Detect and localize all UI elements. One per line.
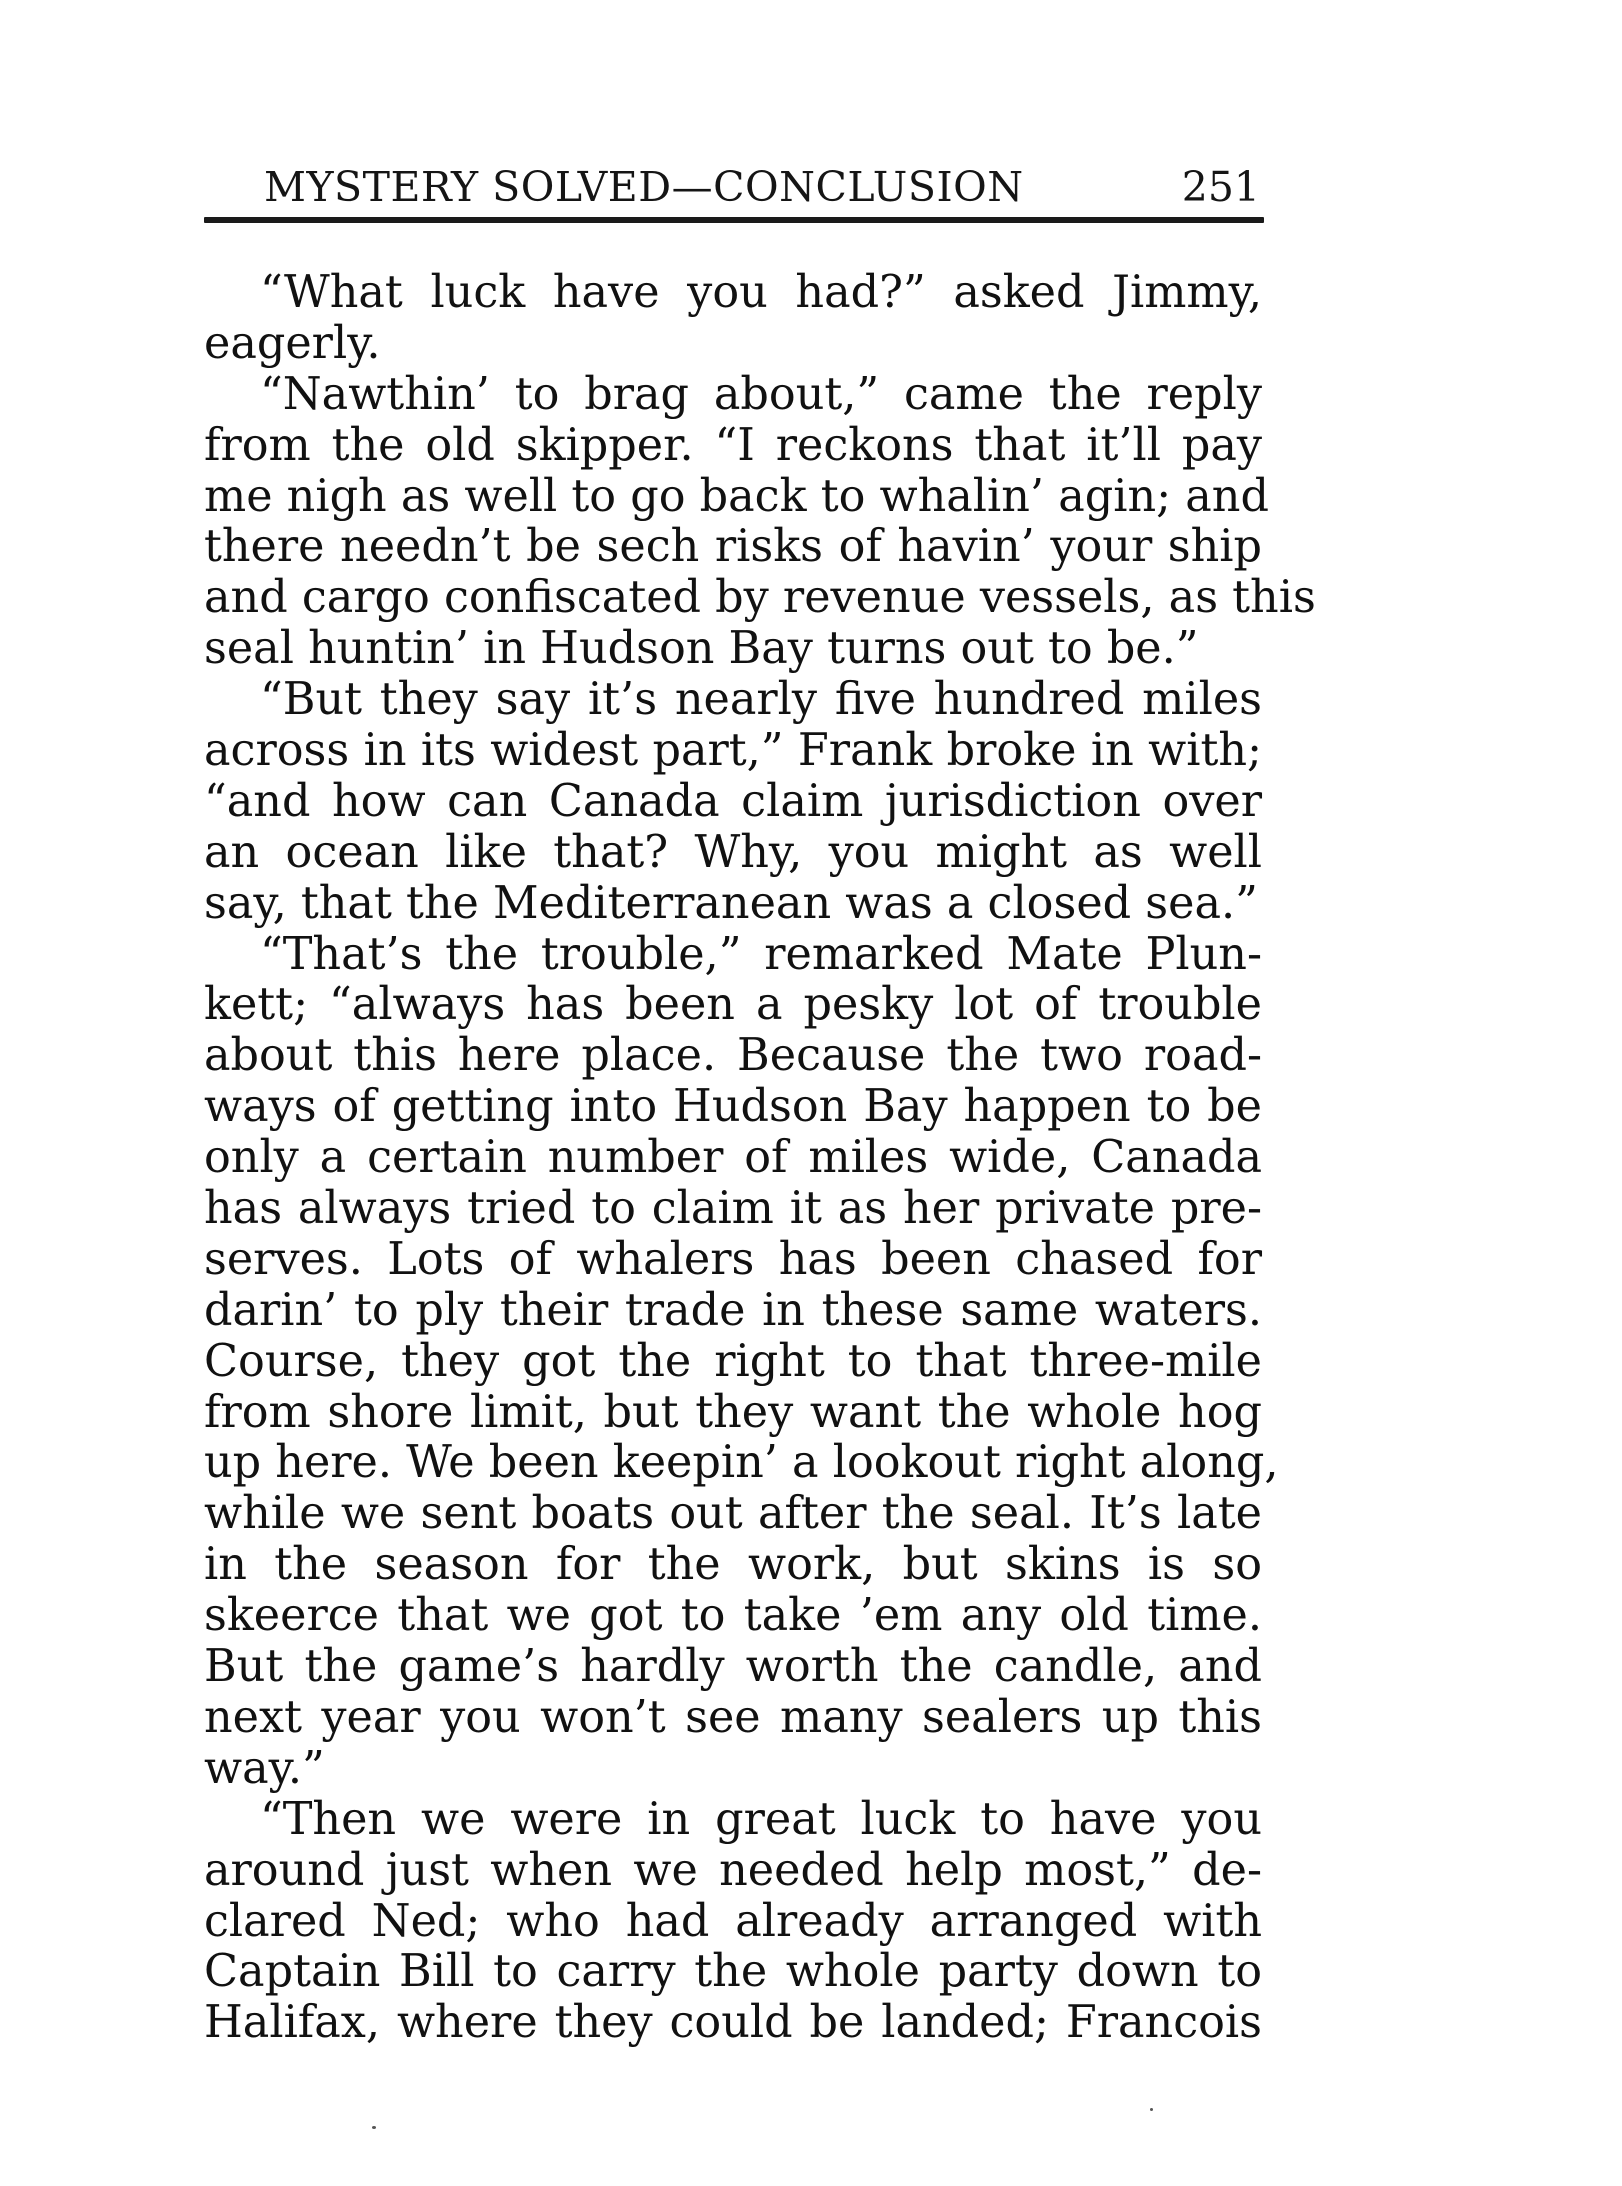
paper-speck [372,2126,376,2129]
header-rule [204,217,1264,223]
text-line: serves. Lots of whalers has been chased for [204,1233,1262,1285]
text-line: “Nawthin’ to brag about,” came the reply [260,368,1262,420]
page-number: 251 [1181,163,1260,211]
text-line: “That’s the trouble,” remarked Mate Plun- [260,928,1262,980]
text-line: an ocean like that? Why, you might as well [204,826,1262,878]
text-line: around just when we needed help most,” de- [204,1844,1262,1896]
text-line: in the season for the work, but skins is so [204,1539,1262,1591]
text-line: while we sent boats out after the seal. It’s late [204,1488,1262,1540]
text-line: there needn’t be sech risks of havin’ your ship [204,521,1262,573]
text-line: eagerly. [204,317,381,369]
text-line: But the game’s hardly worth the candle, and [204,1641,1262,1693]
text-line: clared Ned; who had already arranged with [204,1895,1262,1947]
text-line: next year you won’t see many sealers up this [204,1691,1262,1743]
text-line: seal huntin’ in Hudson Bay turns out to be.” [204,623,1199,675]
text-line: “What luck have you had?” asked Jimmy, [260,267,1262,318]
text-line: Captain Bill to carry the whole party down to [204,1946,1262,1998]
body-text [204,267,1316,2049]
text-line: “But they say it’s nearly five hundred miles [260,674,1262,726]
text-line: “and how can Canada claim jurisdiction over [204,775,1262,827]
text-line: Halifax, where they could be landed; Francois [204,1997,1262,2049]
text-line: way.” [204,1742,325,1794]
text-line: across in its widest part,” Frank broke in with; [204,725,1262,777]
text-line: darin’ to ply their trade in these same waters. [204,1284,1262,1336]
paper-speck [1150,2108,1153,2111]
chapter-title: MYSTERY SOLVED—CONCLUSION [264,163,1024,211]
text-line: and cargo confiscated by revenue vessels, as this [204,572,1316,624]
text-line: from the old skipper. “I reckons that it’ll pay [204,419,1262,471]
text-line: up here. We been keepin’ a lookout right along, [204,1437,1279,1489]
text-line: ways of getting into Hudson Bay happen to be [204,1081,1262,1133]
text-line: skeerce that we got to take ’em any old time. [204,1590,1262,1642]
text-line: kett; “always has been a pesky lot of trouble [204,979,1262,1031]
text-line: about this here place. Because the two road- [204,1030,1262,1082]
running-head [204,155,1264,225]
text-line: say, that the Mediterranean was a closed sea.” [204,877,1258,929]
text-line: from shore limit, but they want the whole hog [204,1386,1262,1438]
text-line: “Then we were in great luck to have you [260,1793,1262,1845]
text-line: Course, they got the right to that three-mile [204,1335,1262,1387]
text-line: only a certain number of miles wide, Canada [204,1132,1262,1184]
text-line: me nigh as well to go back to whalin’ agin; and [204,470,1269,522]
text-line: has always tried to claim it as her private pre- [204,1183,1262,1235]
